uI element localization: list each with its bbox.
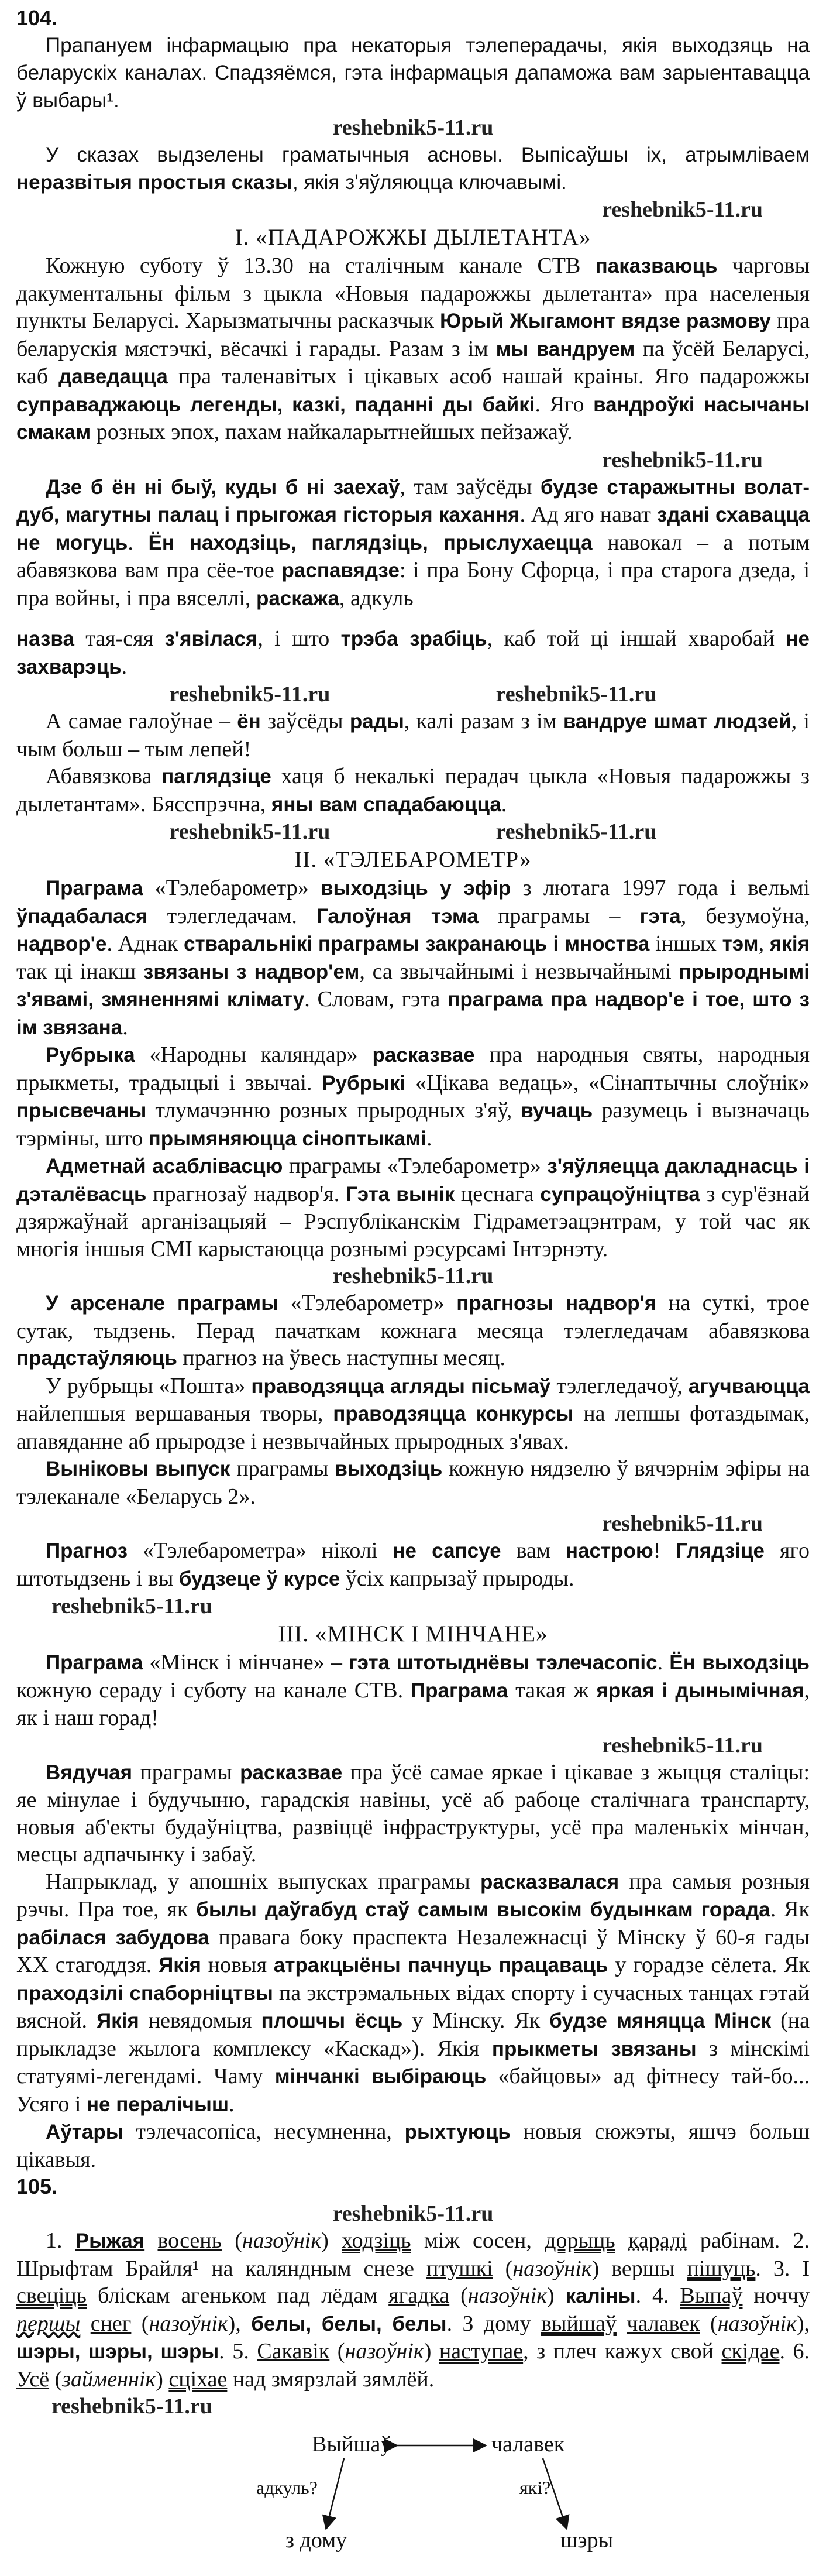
diagram-right-leaf: шэры bbox=[560, 2528, 614, 2553]
section-1-paragraph: назва тая-сяя з'явілася, і што трэба зрабіць, каб той ці іншай хваробай не захварэць. bbox=[16, 626, 810, 679]
exercise-number-105: 105. bbox=[16, 2174, 58, 2198]
section-1-paragraph: А самае галоўнае – ён заўсёды рады, калі разам з ім вандруе шмат людзей, і чым больш – тым лепей! bbox=[16, 709, 810, 762]
section-1-paragraph: Дзе б ён ні быў, куды б ні заехаў, там заўсёды будзе старажытны волат-дуб, магутны палац і прыгожая гісторыя кахання. Ад яго нават здані схаваццa не могуць. Ён находзіць, пaглядзіць, прыслухаецца навокал – а потым абавязкова вам пра сёе-тое распавядзе: і пра Бону Сфорца, і пра старога дзеда, і пра войны, і пра вяселлі, раскажа, адкуль bbox=[16, 474, 810, 610]
section-2-paragraph: У арсенале праграмы «Тэлебарометр» прагнозы надвор'я на суткі, трое сутак, тыдзень. Перад пачаткам кожнага месяца тэлегледачам абавязкова прадстаўляюць прагноз на ўвесь наступны месяц. bbox=[16, 1291, 810, 1370]
section-3-paragraph: Вядучая праграмы расказвае пра ўсё самае яркае і цікавае з жыцця сталіцы: яе мінулае і будучыню, гарадскія навіны, усё аб рабоце сталічнага транспарту, новыя аб'екты будаўніцтва, развіццё інфраструктуры, усё пра маленькіх мінчан, месцы адпачынку і забаў. bbox=[16, 1759, 810, 1867]
exercise-104-intro: Прапануем інфармацыю пра некаторыя тэлеперадачы, якія выходзяць на беларускіх каналах. Спадзяёмся, гэта інфармацыя дапаможа вам зарыентавацца ў выбары¹. bbox=[16, 34, 810, 112]
watermark-row: reshebnik5-11.ru reshebnik5-11.ru bbox=[169, 682, 657, 706]
diagram-right-node: чалавек bbox=[491, 2432, 565, 2457]
section-1-paragraph: Кожную суботу ў 13.30 на сталічным канале СТВ паказваюць чарговы дакументальны фільм з цыкла «Новыя падарожжы дылетанта» пра населеныя пункты Беларусі. Харызматычны расказчык Юрый Жыгамонт вядзе размову пра беларускія мястэчкі, вёсачкі і гарады. Разам з ім мы вандруем па ўсёй Беларусі, каб даведацца пра таленавітых і цікавых асоб нашай краіны. Яго падарожжы суправаджаюць легенды, казкі, паданні ды байкі. Яго вандроўкі насычаны смакам розных эпох, пахам найкаларытнейшых пейзажаў. bbox=[16, 253, 810, 444]
section-2-paragraph: Рубрыка «Народны каляндар» расказвае пра народныя святы, народныя прыкметы, традыцыі і звычаі. Рубрыкі «Цікава ведаць», «Сінаптычны слоўнік» прысвечаны тлумачэнню розных прыродных з'яў, вучаць разумець і вызначаць тэрміны, што прымяняюцца сіноптыкамі. bbox=[16, 1042, 810, 1151]
exercise-105-text: 1. Рыжая восень (назоўнік) ходзіць між сосен, дорыць каралі рабінам. 2. Шрыфтам Брайля¹ на каляндным снезе птушкі (назоўнік) вершы пішуць. 3. І свеціць бліскам агеньком пад лёдам ягадка (назоўнік) каліны. 4. Выпаў ноччу першы снег (назоўнік), белы, белы, белы. З дому выйшаў чалавек (назоўнік), шэры, шэры, шэры. 5. Сакавік (назоўнік) наступае, з плеч кажух свой скідае. 6. Усё (займеннік) сціхае над змярзлай зямлёй. bbox=[16, 2228, 810, 2392]
diagram-left-question: адкуль? bbox=[256, 2477, 318, 2498]
watermark: reshebnik5-11.ru bbox=[51, 2394, 212, 2419]
section-3-paragraph: Напрыклад, у апошніх выпусках праграмы расказвалася пра самыя розныя рэчы. Пра тое, як былы даўгабуд стаў самым высокім будынкам горада. Як рабілася забудова правага боку праспекта Незалежнасці ў Мінску ў 60-я гады ХХ стагоддзя. Якія новыя атракцыёны пачнуць працаваць у горадзе сёлета. Як праходзілі спаборніцтвы па экстрэмальных відах спорту і сучасных танцах гэтай вясной. Якія невядомыя плошчы ёсць у Мінску. Як будзе мяняцца Мінск (на прыкладзе жылога комплексу «Каскад»). Якія прыкметы звязаны з мінскімі статуямі-легендамі. Чаму мінчанкі выбіраюць «байцовы» ад фітнесу тай-бо... Усяго і не пералічыш. bbox=[16, 1869, 810, 2117]
watermark: reshebnik5-11.ru bbox=[602, 197, 763, 222]
diagram-left-leaf: з дому bbox=[285, 2528, 347, 2553]
watermark: reshebnik5-11.ru bbox=[332, 2201, 494, 2226]
section-1-title: I. «ПАДАРОЖЖЫ ДЫЛЕТАНТА» bbox=[235, 225, 591, 250]
section-2-paragraph: Прагноз «Тэлебарометра» ніколі не сапсуе вам настрою! Глядзіце яго штотыдзень і вы будзеце ў курсе ўсіх капрызаў прыроды. bbox=[16, 1538, 810, 1591]
watermark: reshebnik5-11.ru bbox=[602, 447, 763, 472]
sentence-diagram bbox=[16, 2423, 810, 2558]
section-2-paragraph: Праграма «Тэлебарометр» выходзіць у эфір з лютага 1997 года і вельмі ўпадабалася тэлегледачам. Галоўная тэма праграмы – гэта, безумоўна, надвор'е. Аднак стваральнікі праграмы закранаюць і мноства іншых тэм, якія так ці інакш звязаны з надвор'ем, са звычайнымі і незвычайнымі прыроднымі з'явамі, змяненнямі клімату. Словам, гэта праграма пра надвор'е і тое, што з ім звязана. bbox=[16, 876, 810, 1040]
section-2-paragraph: Выніковы выпуск праграмы выходзіць кожную нядзелю ў вячэрнім эфіры на тэлеканале «Беларусь 2». bbox=[16, 1456, 810, 1509]
section-2-title: II. «ТЭЛЕБАРОМЕТР» bbox=[294, 847, 532, 872]
section-2-paragraph: У рубрыцы «Пошта» праводзяцца агляды пісьмаў тэлегледачоў, агучваюцца найлепшыя вершаваныя творы, праводзяцца конкурсы на лепшы фотаздымак, апавяданне аб прыродзе і незвычайных прыродных з'явах. bbox=[16, 1373, 810, 1454]
section-3-paragraph: Праграма «Мінск і мінчане» – гэта штотыднёвы тэлечасопіс. Ён выходзіць кожную сераду і суботу на канале СТВ. Праграма такая ж яркая і дынымічная, як і наш горад! bbox=[16, 1650, 810, 1730]
diagram-arrows bbox=[16, 2423, 800, 2558]
watermark: reshebnik5-11.ru bbox=[602, 1733, 763, 1758]
exercise-104-task: У сказах выдзелены граматычныя асновы. Выпісаўшы іх, атрымліваем неразвітыя простыя сказы, якія з'яўляюцца ключавымі. bbox=[16, 143, 810, 194]
watermark-row: reshebnik5-11.ru reshebnik5-11.ru bbox=[169, 819, 657, 844]
diagram-left-arrow bbox=[326, 2458, 344, 2527]
diagram-left-node: Выйшаў bbox=[312, 2432, 392, 2457]
exercise-number-104: 104. bbox=[16, 6, 58, 30]
watermark: reshebnik5-11.ru bbox=[602, 1511, 763, 1536]
section-3-title: III. «МІНСК І МІНЧАНЕ» bbox=[278, 1621, 548, 1647]
watermark: reshebnik5-11.ru bbox=[51, 1594, 212, 1618]
watermark: reshebnik5-11.ru bbox=[332, 1264, 494, 1288]
watermark: reshebnik5-11.ru bbox=[332, 115, 494, 140]
section-3-paragraph: Аўтары тэлечасопіса, несумненна, рыхтуюць новыя сюжэты, яшчэ больш цікавыя. bbox=[16, 2119, 810, 2172]
diagram-right-question: які? bbox=[519, 2477, 551, 2498]
section-2-paragraph: Адметнай асаблівасцю праграмы «Тэлебарометр» з'яўляецца дакладнасць і дэталёвасць прагнозаў надвор'я. Гэта вынік цеснага супрацоўніцтва з сур'ёзнай дзяржаўнай арганізацыяй – Рэспубліканскім Гідраметэацэнтрам, у той час як многія іншыя СМІ карыстаюцца рознымі рэсурсамі Інтэрнэту. bbox=[16, 1154, 810, 1261]
section-1-paragraph: Абавязкова паглядзіце хаця б некалькі перадач цыкла «Новыя падарожжы з дылетантам». Бясспрэчна, яны вам спадабаюцца. bbox=[16, 764, 810, 817]
